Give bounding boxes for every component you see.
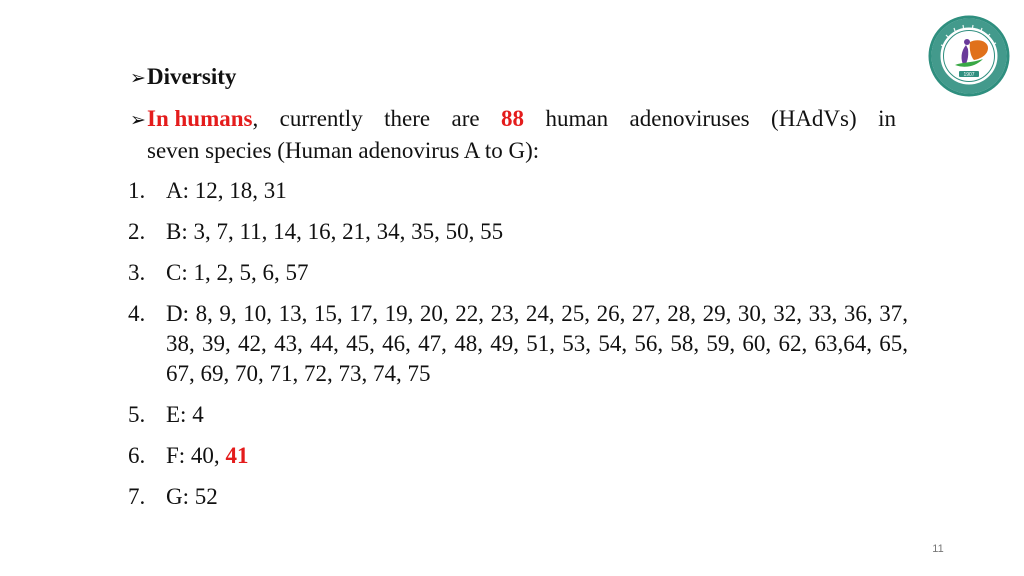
list-item	[128, 217, 908, 247]
highlight-41: 41	[225, 443, 249, 468]
list-number: 4.	[128, 301, 146, 326]
diversity-heading: Diversity	[147, 64, 237, 89]
list-text: G: 52	[166, 484, 218, 509]
list-number: 2.	[128, 219, 146, 244]
word-hadvs: (HAdVs)	[771, 106, 857, 131]
logo-year: 1907	[963, 72, 975, 78]
in-humans-highlight: In humans	[147, 106, 253, 131]
list-text: B: 3, 7, 11, 14, 16, 21, 34, 35, 50, 55	[166, 219, 504, 244]
list-text: A: 12, 18, 31	[166, 178, 287, 203]
list-item	[128, 299, 908, 389]
list-number: 7.	[128, 484, 146, 509]
page-number: 11	[932, 543, 944, 555]
word-human: human	[545, 106, 609, 131]
bullet-humans	[130, 104, 896, 166]
humans-line-2: seven species (Human adenovirus A to G):	[147, 138, 540, 163]
word-in: in	[878, 106, 896, 131]
list-number: 1.	[128, 178, 146, 203]
list-text: E: 4	[166, 402, 204, 427]
list-text	[166, 443, 248, 468]
list-item	[128, 258, 908, 288]
bullet-diversity	[130, 62, 236, 94]
humans-line-1	[130, 104, 896, 136]
list-item	[128, 400, 908, 430]
list-number: 6.	[128, 443, 146, 468]
list-text: C: 1, 2, 5, 6, 57	[166, 260, 309, 285]
species-list	[128, 176, 908, 523]
list-text: D: 8, 9, 10, 13, 15, 17, 19, 20, 22, 23, 24, 25, 26, 27, 28, 29, 30, 32, 33, 36, 37, 38, 39, 42, 43, 44, 45, 46, 47, 48, 49, 51, 53, 54, 56, 58, 59, 60, 62, 63,64, 65, 67, 69, 70, 71, 72, 73, 74, 75	[166, 301, 908, 386]
list-text-part: F: 40,	[166, 443, 226, 468]
list-item	[128, 482, 908, 512]
hadv-count-highlight: 88	[501, 106, 525, 131]
list-item	[128, 441, 908, 471]
arrow-bullet-icon: ➢	[130, 68, 146, 89]
arrow-bullet-icon: ➢	[130, 110, 146, 131]
word-there: there	[384, 106, 431, 131]
list-number: 3.	[128, 260, 146, 285]
list-item	[128, 176, 908, 206]
word-currently: currently	[279, 106, 363, 131]
hospital-logo-icon	[928, 15, 1010, 97]
word-are: are	[451, 106, 480, 131]
word-adenoviruses: adenoviruses	[629, 106, 750, 131]
comma: ,	[252, 106, 259, 131]
list-number: 5.	[128, 402, 146, 427]
